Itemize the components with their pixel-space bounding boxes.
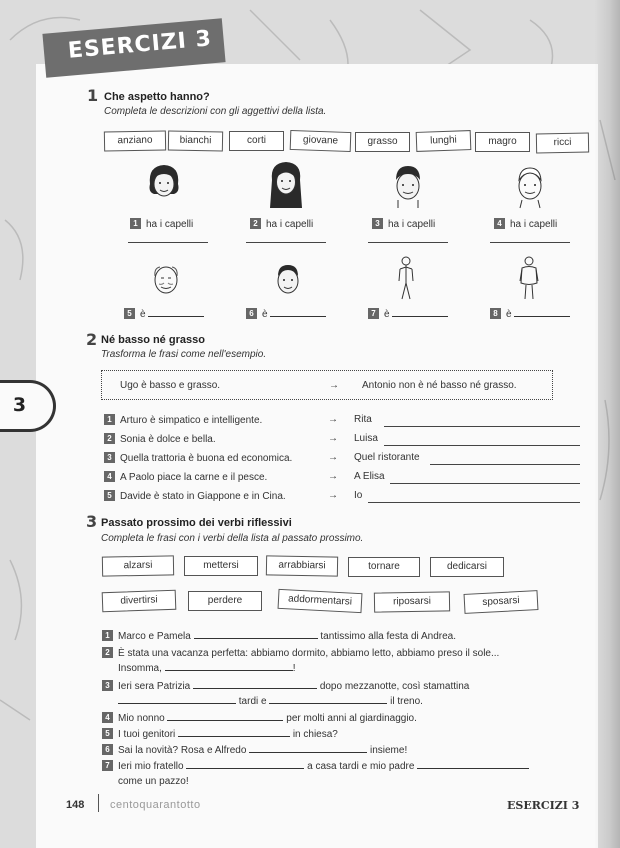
ex2-item-4-text: A Paolo piace la carne e il pesce. <box>120 472 268 483</box>
ex1-answer-blank-7[interactable] <box>392 316 448 317</box>
ex2-example-left: Ugo è basso e grasso. <box>120 380 221 391</box>
ex2-item-5-left <box>104 490 286 502</box>
word-box-grasso: grasso <box>355 132 410 152</box>
ex1-item-5 <box>124 308 204 320</box>
ex1-instruction: Completa le descrizioni con gli aggettivi della lista. <box>104 106 327 117</box>
ex3-number: 3 <box>86 512 98 531</box>
page-spine-shadow <box>594 0 620 848</box>
arrow-right-icon: → <box>329 380 339 391</box>
ex3-s3-part-a: Ieri sera Patrizia <box>118 681 191 692</box>
ex3-s5-part-a: I tuoi genitori <box>118 729 176 740</box>
ex1-item-7 <box>368 308 448 320</box>
ex2-item-2-number: 2 <box>104 433 115 444</box>
ex1-item-6-number: 6 <box>246 308 257 319</box>
ex1-answer-blank-5[interactable] <box>148 316 204 317</box>
ex3-s2-part-b: Insomma, <box>118 663 162 674</box>
ex3-s3-part-c: tardi e <box>238 696 267 707</box>
ex2-item-5-right: Io <box>354 490 363 501</box>
ex1-item-4-text: ha i capelli <box>510 219 558 230</box>
ex3-sentence-5-number: 5 <box>102 728 113 739</box>
ex2-item-5-text: Davide è stato in Giappone e in Cina. <box>120 491 286 502</box>
ex1-answer-line-3[interactable] <box>368 242 448 243</box>
ex2-item-1-text: Arturo è simpatico e intelligente. <box>120 415 263 426</box>
ex2-item-1-number: 1 <box>104 414 115 425</box>
ex2-item-3-left <box>104 452 292 464</box>
ex3-sentence-3-number: 3 <box>102 680 113 691</box>
ex1-item-6 <box>246 308 326 320</box>
ex2-answer-line-4[interactable] <box>390 483 580 484</box>
ex3-sentence-4 <box>102 712 417 724</box>
ex3-s5-part-b: in chiesa? <box>292 729 338 740</box>
chapter-tab <box>0 380 56 432</box>
ex3-sentence-7-number: 7 <box>102 760 113 771</box>
ex1-item-1-text: ha i capelli <box>146 219 194 230</box>
ex3-sentence-1-number: 1 <box>102 630 113 641</box>
ex1-item-2-number: 2 <box>250 218 261 229</box>
ex2-item-1-left <box>104 414 262 426</box>
verb-box-alzarsi: alzarsi <box>102 555 174 576</box>
woman-short-hair-icon <box>144 162 184 208</box>
verb-box-arrabbiarsi: arrabbiarsi <box>266 555 338 576</box>
ex3-sentence-4-number: 4 <box>102 712 113 723</box>
ex3-sentence-3 <box>102 680 469 692</box>
verb-box-sposarsi: sposarsi <box>464 590 539 614</box>
old-man-icon <box>148 260 184 300</box>
chapter-tab-number: 3 <box>12 394 27 416</box>
ex3-s3-part-b: dopo mezzanotte, così stamattina <box>319 681 470 692</box>
ex1-item-7-number: 7 <box>368 308 379 319</box>
ex3-s6-part-b: insieme! <box>369 745 408 756</box>
ex3-s6-part-a: Sai la novità? Rosa e Alfredo <box>118 745 247 756</box>
ex1-number: 1 <box>87 86 99 105</box>
ex2-answer-line-2[interactable] <box>384 445 580 446</box>
woman-long-hair-icon <box>266 160 306 212</box>
ex2-item-3-right: Quel ristorante <box>354 452 420 463</box>
ex1-item-4 <box>494 218 557 230</box>
verb-box-tornare: tornare <box>348 557 420 577</box>
word-box-magro: magro <box>475 132 530 152</box>
arrow-right-icon: → <box>328 490 338 501</box>
ex1-title: Che aspetto hanno? <box>104 91 210 103</box>
ex3-s4-part-a: Mio nonno <box>118 713 165 724</box>
ex3-s1-part-b: tantissimo alla festa di Andrea. <box>320 631 457 642</box>
ex1-answer-blank-6[interactable] <box>270 316 326 317</box>
ex3-sentence-3-cont <box>118 696 423 707</box>
ex3-s2-part-a: È stata una vacanza perfetta: abbiamo dormito, abbiamo letto, abbiamo preso il sole... <box>118 648 500 659</box>
thin-figure-icon <box>396 255 416 303</box>
ex2-item-4-right: A Elisa <box>354 471 385 482</box>
ex3-sentence-6-number: 6 <box>102 744 113 755</box>
ex3-s6-blank[interactable] <box>249 752 367 753</box>
ex3-sentence-7-cont: come un pazzo! <box>118 776 189 787</box>
ex1-item-3-number: 3 <box>372 218 383 229</box>
ex1-answer-line-4[interactable] <box>490 242 570 243</box>
ex2-item-2-text: Sonia è dolce e bella. <box>120 434 216 445</box>
ex3-s2-blank[interactable] <box>165 670 293 671</box>
ex2-item-3-number: 3 <box>104 452 115 463</box>
ex2-item-2-left <box>104 433 216 445</box>
ex2-answer-line-1[interactable] <box>384 426 580 427</box>
ex3-sentence-2 <box>102 647 499 659</box>
ex1-item-3-text: ha i capelli <box>388 219 436 230</box>
ex2-instruction: Trasforma le frasi come nell'esempio. <box>101 349 267 360</box>
arrow-right-icon: → <box>328 433 338 444</box>
ex3-sentence-1 <box>102 630 456 642</box>
ex3-s3-blank-2[interactable] <box>118 703 236 704</box>
ex1-item-8-number: 8 <box>490 308 501 319</box>
ex2-item-2-right: Luisa <box>354 433 378 444</box>
ex3-s4-blank[interactable] <box>167 720 283 721</box>
arrow-right-icon: → <box>328 414 338 425</box>
ex3-s7-blank-1[interactable] <box>186 768 304 769</box>
ex2-item-1-right: Rita <box>354 414 372 425</box>
man-short-hair-icon <box>510 162 550 210</box>
ex3-instruction: Completa le frasi con i verbi della lista al passato prossimo. <box>101 533 364 544</box>
ex3-sentence-6 <box>102 744 407 756</box>
ex3-s2-part-c: ! <box>292 663 296 674</box>
ex2-answer-line-5[interactable] <box>368 502 580 503</box>
verb-box-addormentarsi: addormentarsi <box>278 589 363 613</box>
verb-box-divertirsi: divertirsi <box>102 590 177 613</box>
ex2-answer-line-3[interactable] <box>430 464 580 465</box>
ex3-s3-blank-1[interactable] <box>193 688 317 689</box>
page-number-words: centoquarantotto <box>110 799 201 811</box>
ex3-s5-blank[interactable] <box>178 736 290 737</box>
ex3-s3-part-d: il treno. <box>390 696 423 707</box>
word-box-corti: corti <box>229 131 284 151</box>
word-box-ricci: ricci <box>536 133 589 154</box>
ex3-sentence-2-number: 2 <box>102 647 113 658</box>
ex3-s1-part-a: Marco e Pamela <box>118 631 191 642</box>
ex3-sentence-5 <box>102 728 338 740</box>
man-curly-hair-icon <box>388 162 428 210</box>
young-man-icon <box>270 260 306 302</box>
ex3-s3-blank-3[interactable] <box>269 703 387 704</box>
ex1-item-8-text: è <box>506 309 512 320</box>
page-number: 148 <box>66 799 85 811</box>
ex3-s7-blank-2[interactable] <box>417 768 529 769</box>
ex1-item-2 <box>250 218 313 230</box>
ex2-example-box <box>101 370 553 400</box>
ex1-answer-line-1[interactable] <box>128 242 208 243</box>
verb-box-riposarsi: riposarsi <box>374 591 450 612</box>
ex1-item-5-text: è <box>140 309 146 320</box>
ex1-item-1 <box>130 218 193 230</box>
ex2-item-4-left <box>104 471 267 483</box>
word-box-giovane: giovane <box>290 130 352 152</box>
verb-box-mettersi: mettersi <box>184 556 258 576</box>
ex3-title: Passato prossimo dei verbi riflessivi <box>101 517 292 529</box>
fat-figure-icon <box>518 255 540 303</box>
ex3-s7-part-b: a casa tardi e mio padre <box>307 761 415 772</box>
ex1-item-7-text: è <box>384 309 390 320</box>
word-box-bianchi: bianchi <box>168 131 223 152</box>
footer-divider <box>98 794 99 812</box>
arrow-right-icon: → <box>328 452 338 463</box>
ex1-item-3 <box>372 218 435 230</box>
header-title: ESERCIZI 3 <box>66 26 213 64</box>
ex1-item-5-number: 5 <box>124 308 135 319</box>
verb-box-perdere: perdere <box>188 591 262 611</box>
ex2-item-3-text: Quella trattoria è buona ed economica. <box>120 453 293 464</box>
ex2-item-4-number: 4 <box>104 471 115 482</box>
ex3-s7-part-a: Ieri mio fratello <box>118 761 184 772</box>
ex1-item-8 <box>490 308 570 320</box>
ex1-answer-line-2[interactable] <box>246 242 326 243</box>
verb-box-dedicarsi: dedicarsi <box>430 557 504 577</box>
ex1-answer-blank-8[interactable] <box>514 316 570 317</box>
footer-section-label: ESERCIZI 3 <box>507 799 580 812</box>
ex1-item-2-text: ha i capelli <box>266 219 314 230</box>
ex2-title: Né basso né grasso <box>101 334 205 346</box>
ex1-item-4-number: 4 <box>494 218 505 229</box>
ex3-s1-blank[interactable] <box>194 638 318 639</box>
ex2-number: 2 <box>86 330 98 349</box>
ex2-example-right: Antonio non è né basso né grasso. <box>362 380 517 391</box>
arrow-right-icon: → <box>328 471 338 482</box>
word-box-lunghi: lunghi <box>416 130 472 152</box>
word-box-anziano: anziano <box>104 130 166 151</box>
ex3-sentence-7 <box>102 760 529 772</box>
ex2-item-5-number: 5 <box>104 490 115 501</box>
ex3-s4-part-b: per molti anni al giardinaggio. <box>286 713 417 724</box>
ex1-item-6-text: è <box>262 309 268 320</box>
ex3-sentence-2-cont <box>118 663 295 674</box>
ex1-item-1-number: 1 <box>130 218 141 229</box>
